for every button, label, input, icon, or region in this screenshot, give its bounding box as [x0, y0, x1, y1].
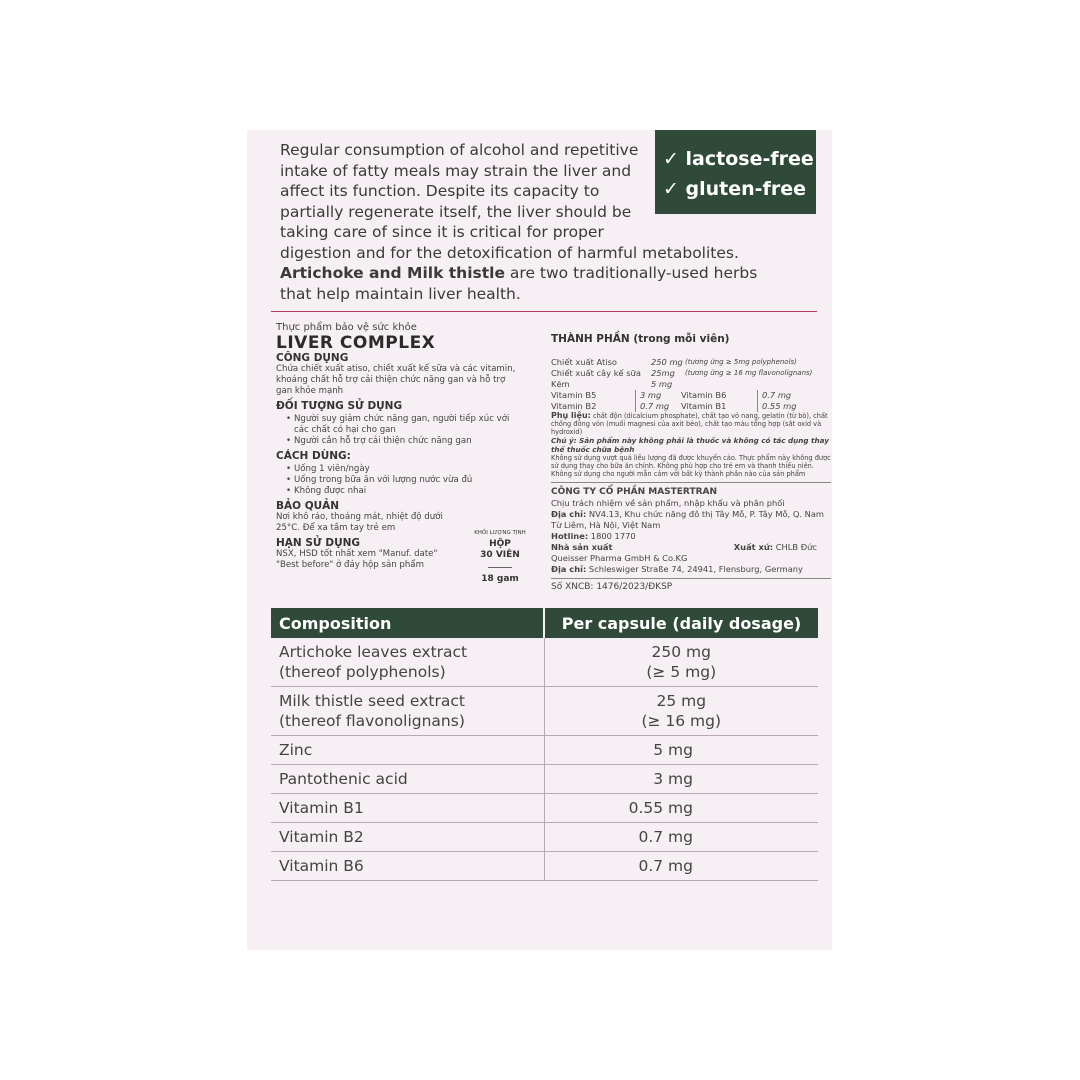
- howto-list: [276, 464, 521, 497]
- intro-line: partially regenerate itself, the liver should be: [280, 202, 632, 221]
- intro-line: Regular consumption of alcohol and repetitive: [280, 141, 639, 159]
- intro-line: taking care of since it is critical for proper: [280, 223, 604, 241]
- hotline-number: 1800 1770: [590, 531, 636, 541]
- intro-line: affect its function. Despite its capacity to: [280, 182, 600, 200]
- mfr-address-label: Địa chỉ:: [551, 564, 587, 574]
- ingredient-name: Chiết xuất Atiso: [551, 357, 617, 367]
- intro-line: that help maintain liver health.: [280, 284, 521, 303]
- storage-title: BẢO QUẢN: [276, 500, 340, 512]
- vitamin-name: Vitamin B6: [681, 390, 727, 400]
- dosage-cell: [544, 687, 818, 736]
- uses-text: Chứa chiết xuất atiso, chiết xuất kế sữa và các vitamin, khoáng chất hỗ trợ cải thiện chức năng gan và hỗ trợ gan khỏe mạnh: [276, 364, 516, 396]
- uses-title: CÔNG DỤNG: [276, 352, 349, 364]
- product-name: LIVER COMPLEX: [276, 333, 436, 353]
- composition-cell: [271, 638, 544, 687]
- composition-table: [271, 608, 818, 881]
- table-row: [271, 765, 818, 794]
- ingredient-row: [551, 368, 831, 379]
- dosage-cell: [544, 638, 818, 687]
- vitamin-value: 3 mg: [635, 390, 681, 401]
- table-row: [271, 823, 818, 852]
- warning: [551, 436, 831, 454]
- free-from-badge: [655, 130, 816, 214]
- address-text: NV4.13, Khu chức năng đô thị Tây Mỗ, P. Tây Mỗ, Q. Nam Từ Liêm, Hà Nội, Việt Nam: [551, 509, 825, 530]
- composition-cell: [271, 687, 544, 736]
- dosage-cell: 0.7 mg: [544, 852, 818, 881]
- target-list: [276, 414, 521, 447]
- ingredient-name: Chiết xuất cây kế sữa: [551, 368, 641, 378]
- company-address: [551, 509, 831, 531]
- composition-cell: Vitamin B6: [271, 852, 544, 881]
- section-divider: [271, 311, 817, 312]
- company-name: CÔNG TY CỔ PHẦN MASTERTRAN: [551, 487, 718, 497]
- composition-cell: Vitamin B1: [271, 794, 544, 823]
- intro-text: are two traditionally-used herbs: [505, 264, 758, 282]
- storage-text: Nơi khô ráo, thoáng mát, nhiệt độ dưới 25°C. Để xa tầm tay trẻ em: [276, 512, 443, 533]
- dosage-value: 250 mg: [651, 643, 711, 661]
- manufacturer-address: [551, 564, 831, 575]
- ingredient-value: 250 mg: [651, 357, 683, 367]
- warning-small: Không sử dụng vượt quá liều lượng đã được khuyến cáo. Thực phẩm này không được sử dụng thay cho bữa ăn chính. Không phù hợp cho trẻ em và thanh thiếu niên. Không sử dụng cho người mẫn cảm với bất kỳ thành phần nào của sản phẩm: [551, 454, 831, 478]
- manufacturer-row: [551, 542, 831, 553]
- ingredient-row: [551, 379, 831, 390]
- manufacturer-name: Queisser Pharma GmbH & Co.KG: [551, 553, 688, 563]
- warning-text: Sản phẩm này không phải là thuốc và không có tác dụng thay thế thuốc chữa bệnh: [551, 436, 829, 454]
- per-capsule-header: Per capsule (daily dosage): [544, 608, 818, 638]
- intro-line: intake of fatty meals may strain the liver and: [280, 161, 632, 180]
- manufacturer-label: Nhà sản xuất: [551, 542, 613, 552]
- vitamin-value: 0.7 mg: [757, 390, 807, 401]
- table-header-row: [271, 608, 818, 638]
- howto-title: CÁCH DÙNG:: [276, 450, 351, 462]
- net-quantity: [465, 528, 535, 585]
- ingredient-note: (tương ứng ≥ 5mg polyphenols): [685, 358, 797, 366]
- origin-value: CHLB Đức: [775, 542, 817, 552]
- ingredient-value: 25mg: [651, 368, 675, 378]
- dosage-cell: 0.7 mg: [544, 823, 818, 852]
- ingredient-name: Artichoke leaves extract: [279, 643, 468, 661]
- table-row: [271, 687, 818, 736]
- warning-label: Chú ý:: [551, 436, 577, 445]
- dosage-cell: 5 mg: [544, 736, 818, 765]
- net-weight: 18 gam: [481, 574, 519, 584]
- composition-cell: Pantothenic acid: [271, 765, 544, 794]
- table-row: [271, 794, 818, 823]
- expiry-title: HẠN SỬ DỤNG: [276, 537, 360, 549]
- intro-bold-herbs: Artichoke and Milk thistle: [280, 264, 505, 282]
- expiry-text: NSX, HSD tốt nhất xem "Manuf. date" "Best before" ở đáy hộp sản phẩm: [276, 549, 438, 570]
- list-item: • Người suy giảm chức năng gan, người tiếp xúc với các chất có hại cho gan: [286, 414, 521, 436]
- reg-divider: [551, 578, 831, 579]
- ingredient-note: (tương ứng ≥ 16 mg flavonolignans): [685, 369, 813, 377]
- hotline: [551, 531, 831, 542]
- list-item: • Không được nhai: [286, 486, 521, 497]
- registration-number: Số XNCB: 1476/2023/ĐKSP: [551, 582, 673, 592]
- dosage-value: 25 mg: [656, 692, 707, 710]
- table-row: [271, 638, 818, 687]
- company-role: Chịu trách nhiệm về sản phẩm, nhập khẩu và phân phối: [551, 498, 785, 508]
- vitamin-value: 0.55 mg: [757, 401, 807, 412]
- target-title: ĐỐI TƯỢNG SỬ DỤNG: [276, 400, 403, 412]
- intro-line: digestion and for the detoxification of harmful metabolites.: [280, 243, 739, 262]
- list-item: • Người cần hỗ trợ cải thiện chức năng gan: [286, 436, 521, 447]
- product-category: Thực phẩm bảo vệ sức khỏe: [276, 322, 417, 333]
- ingredient-name: Kẽm: [551, 379, 570, 389]
- ingredient-row: [551, 357, 831, 368]
- net-divider: [488, 567, 512, 568]
- ingredient-value: 5 mg: [651, 379, 673, 389]
- ingredient-sub: (thereof polyphenols): [279, 663, 446, 681]
- additives: [551, 412, 831, 436]
- origin-label: Xuất xứ:: [733, 542, 774, 552]
- ingredient-name: Milk thistle seed extract: [279, 692, 465, 710]
- net-label: KHỐI LƯỢNG TỊNH: [474, 530, 526, 536]
- vietnamese-label-right: [551, 334, 831, 593]
- dosage-subvalue: (≥ 5 mg): [646, 663, 717, 681]
- composition-cell: Zinc: [271, 736, 544, 765]
- vitamin-value: 0.7 mg: [635, 401, 681, 412]
- table-row: [271, 852, 818, 881]
- vitamin-grid: [551, 390, 831, 412]
- net-count: 30 VIÊN: [480, 550, 520, 560]
- package-panel: [247, 130, 832, 950]
- dosage-cell: 3 mg: [544, 765, 818, 794]
- table-row: [271, 736, 818, 765]
- vitamin-name: Vitamin B1: [681, 401, 727, 411]
- origin: [734, 542, 817, 553]
- net-box: HỘP: [489, 539, 511, 549]
- mfr-address-text: Schleswiger Straße 74, 24941, Flensburg, Germany: [588, 564, 803, 574]
- vitamin-name: Vitamin B2: [551, 401, 597, 411]
- lactose-free-label: ✓ lactose-free: [663, 148, 814, 170]
- gluten-free-label: ✓ gluten-free: [663, 178, 806, 200]
- list-item: • Uống 1 viên/ngày: [286, 464, 521, 475]
- dosage-cell: 0.55 mg: [544, 794, 818, 823]
- address-label: Địa chỉ:: [551, 509, 587, 519]
- list-item: • Uống trong bữa ăn với lượng nước vừa đủ: [286, 475, 521, 486]
- additives-text: chất độn (dicalcium phosphate), chất tạo vỏ nang, gelatin (từ bò), chất chống đông vón (muối magnesi của axit béo), chất tạo màu tổng hợp (sắt oxid và hydroxid): [551, 412, 828, 436]
- company-divider: [551, 482, 831, 483]
- ingredients-title: THÀNH PHẦN (trong mỗi viên): [551, 333, 730, 345]
- composition-header: Composition: [271, 608, 544, 638]
- vitamin-name: Vitamin B5: [551, 390, 597, 400]
- intro-line: [280, 263, 758, 284]
- ingredient-sub: (thereof flavonolignans): [279, 712, 465, 730]
- composition-cell: Vitamin B2: [271, 823, 544, 852]
- additives-label: Phụ liệu:: [551, 411, 591, 420]
- hotline-label: Hotline:: [551, 531, 589, 541]
- dosage-subvalue: (≥ 16 mg): [641, 712, 722, 730]
